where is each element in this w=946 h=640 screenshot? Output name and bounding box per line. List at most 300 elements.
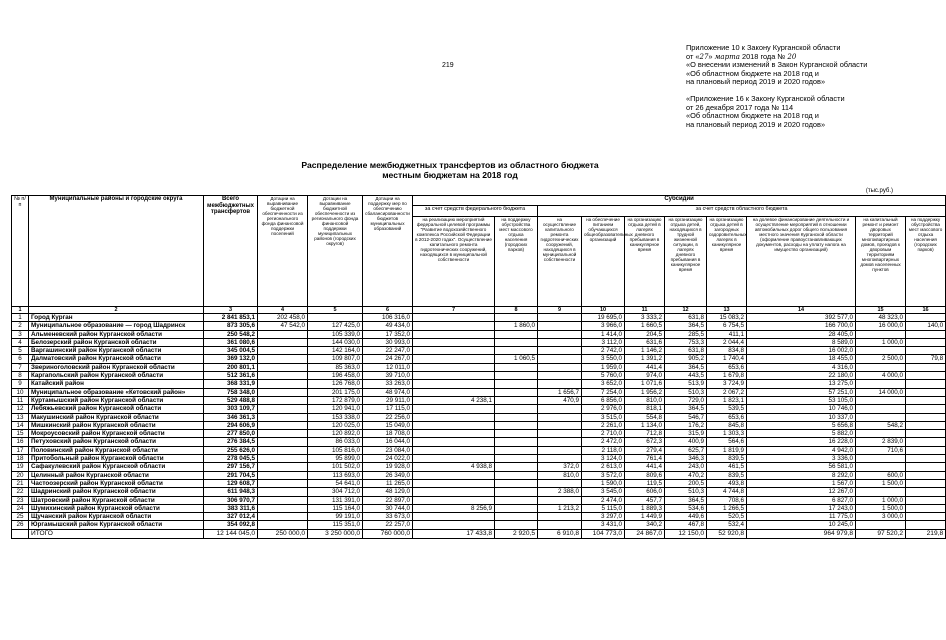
table-cell [538, 438, 582, 446]
table-cell: 1 000,0 [856, 338, 906, 346]
table-cell: 33 263,0 [363, 380, 413, 388]
table-cell: 30 993,0 [363, 338, 413, 346]
table-cell [856, 413, 906, 421]
table-cell: 2 500,0 [856, 355, 906, 363]
table-row [12, 347, 946, 355]
table-cell: 4 938,8 [413, 463, 495, 471]
table-cell: 1 134,0 [625, 421, 665, 429]
table-cell: 19 928,0 [363, 463, 413, 471]
handwritten-day: 27 [699, 52, 709, 61]
table-cell: 26 349,0 [363, 471, 413, 479]
municipality-name: Юргамышский район Курганской области [29, 521, 204, 529]
table-cell: 2 067,2 [707, 388, 747, 396]
appendix-line: Приложение 10 к Закону Курганской области [686, 43, 841, 52]
table-cell: 3 000,0 [856, 513, 906, 521]
table-cell: 383 311,6 [204, 504, 258, 512]
table-cell: 11 775,0 [747, 513, 856, 521]
table-cell: 1 414,0 [582, 330, 625, 338]
appendix-date-mid: » [708, 51, 713, 61]
col-header-13: на организацию отдыха детей в загородных оздоровительных лагерях в каникулярное время [707, 217, 747, 307]
table-cell: 1 500,0 [856, 504, 906, 512]
table-cell: 467,8 [665, 521, 707, 529]
table-cell [538, 372, 582, 380]
table-cell [495, 405, 538, 413]
table-cell: 12 [12, 405, 29, 413]
table-cell [495, 504, 538, 512]
table-cell: 250 548,2 [204, 330, 258, 338]
total-label: ИТОГО [29, 529, 204, 538]
table-cell: 303 109,7 [204, 405, 258, 413]
table-cell: 810,0 [538, 471, 582, 479]
table-cell: 15 049,0 [363, 421, 413, 429]
table-cell: 3 515,0 [582, 413, 625, 421]
table-cell [906, 314, 946, 322]
table-cell: 2 261,0 [582, 421, 625, 429]
table-cell [906, 413, 946, 421]
table-cell: 369 132,0 [204, 355, 258, 363]
municipality-name: Щучанский район Курганской области [29, 513, 204, 521]
table-cell: 9 [12, 380, 29, 388]
table-cell [258, 421, 308, 429]
table-row [12, 330, 946, 338]
col-header-7: на реализацию мероприятий федеральной целевой программы "Развитие водохозяйственного комплекса Российской Федерации в 2012-2020 годах". Осуществление капитального ремонта гидротехнических сооружений, находящихся в муниципальной собственности [413, 217, 495, 307]
municipality-name: Звериноголовский район Курганской области [29, 363, 204, 371]
column-index-cell: 15 [856, 307, 906, 314]
table-cell [495, 438, 538, 446]
table-cell: 1 819,9 [707, 446, 747, 454]
table-cell: 809,6 [625, 471, 665, 479]
table-cell: 11 265,0 [363, 479, 413, 487]
table-cell [906, 488, 946, 496]
table-cell [906, 479, 946, 487]
table-cell: 115 351,0 [308, 521, 363, 529]
table-cell [538, 314, 582, 322]
table-cell: 513,9 [665, 380, 707, 388]
municipality-name: Шатровский район Курганской области [29, 496, 204, 504]
table-cell [258, 363, 308, 371]
table-cell: 28 405,0 [747, 330, 856, 338]
table-row [12, 322, 946, 330]
table-cell [495, 471, 538, 479]
table-cell: 120 892,0 [308, 430, 363, 438]
table-cell: 2 044,4 [707, 338, 747, 346]
table-cell: 606,0 [625, 488, 665, 496]
table-cell: 19 [12, 463, 29, 471]
table-row [12, 463, 946, 471]
table-cell [495, 380, 538, 388]
table-cell: 443,5 [665, 372, 707, 380]
column-index-cell: 7 [413, 307, 495, 314]
table-cell: 12 011,0 [363, 363, 413, 371]
table-cell: 346,3 [665, 455, 707, 463]
col-header-federal: за счет средств федерального бюджета [413, 206, 538, 217]
column-index-cell: 1 [12, 307, 29, 314]
table-cell [495, 488, 538, 496]
table-cell: 86 033,0 [308, 438, 363, 446]
table-cell: 24 022,0 [363, 455, 413, 463]
table-row [12, 521, 946, 529]
table-cell: 392 577,0 [747, 314, 856, 322]
table-cell: 554,8 [625, 413, 665, 421]
table-cell [495, 421, 538, 429]
table-cell: 277 850,0 [204, 430, 258, 438]
table-row [12, 314, 946, 322]
column-index-cell: 4 [258, 307, 308, 314]
table-cell [413, 471, 495, 479]
table-cell [538, 496, 582, 504]
table-cell: 56 581,0 [747, 463, 856, 471]
table-cell [308, 314, 363, 322]
table-cell [906, 471, 946, 479]
table-cell: 520,5 [707, 513, 747, 521]
table-cell: 4 [12, 338, 29, 346]
table-cell: 278 045,5 [204, 455, 258, 463]
table-cell: 6 [12, 355, 29, 363]
table-cell: 1 266,5 [707, 504, 747, 512]
appendix-date-year: 2018 года № [741, 51, 786, 61]
table-cell [258, 372, 308, 380]
table-cell: 712,8 [625, 430, 665, 438]
table-cell: 470,9 [538, 396, 582, 404]
table-row [12, 355, 946, 363]
table-cell: 510,3 [665, 488, 707, 496]
table-cell [258, 488, 308, 496]
table-row [12, 380, 946, 388]
table-cell [258, 338, 308, 346]
table-row [12, 363, 946, 371]
table-cell: 196 458,0 [308, 372, 363, 380]
table-cell: 1 679,8 [707, 372, 747, 380]
column-index-cell: 8 [495, 307, 538, 314]
column-index-cell: 12 [665, 307, 707, 314]
table-cell [538, 513, 582, 521]
table-cell [906, 421, 946, 429]
table-cell: 1 060,5 [495, 355, 538, 363]
table-cell: 22 247,0 [363, 347, 413, 355]
table-cell: 1 740,4 [707, 355, 747, 363]
table-cell: 810,0 [625, 396, 665, 404]
table-cell: 315,9 [665, 430, 707, 438]
table-cell: 1 449,9 [625, 513, 665, 521]
table-cell [906, 338, 946, 346]
table-cell [906, 446, 946, 454]
table-cell: 672,3 [625, 438, 665, 446]
table-cell: 1 071,6 [625, 380, 665, 388]
table-cell: 10 337,0 [747, 413, 856, 421]
table-cell [856, 405, 906, 413]
column-index-cell: 13 [707, 307, 747, 314]
table-cell: 5 115,0 [582, 504, 625, 512]
column-index-row [12, 307, 946, 314]
table-cell: 120 941,0 [308, 405, 363, 413]
column-index-cell: 2 [29, 307, 204, 314]
municipality-name: Мишкинский район Курганской области [29, 421, 204, 429]
column-index-cell: 14 [747, 307, 856, 314]
municipality-name: Город Курган [29, 314, 204, 322]
table-cell: 493,8 [707, 479, 747, 487]
municipality-name: Катайский район [29, 380, 204, 388]
table-cell [856, 396, 906, 404]
appendix-header [686, 44, 898, 129]
transfers-table [11, 195, 946, 539]
table-cell: 461,5 [707, 463, 747, 471]
table-cell [856, 380, 906, 388]
table-cell [413, 355, 495, 363]
total-cell: 2 920,5 [495, 529, 538, 538]
table-cell: 1 [12, 314, 29, 322]
table-cell: 361 080,6 [204, 338, 258, 346]
table-cell: 294 606,9 [204, 421, 258, 429]
table-cell: 47 542,0 [258, 322, 308, 330]
table-cell: 144 030,0 [308, 338, 363, 346]
table-cell: 470,2 [665, 471, 707, 479]
table-cell: 1 146,2 [625, 347, 665, 355]
table-cell: 346 361,3 [204, 413, 258, 421]
table-cell [495, 388, 538, 396]
table-cell: 653,6 [707, 363, 747, 371]
table-cell: 200 801,1 [204, 363, 258, 371]
table-cell: 534,6 [665, 504, 707, 512]
table-cell [906, 347, 946, 355]
table-cell [258, 471, 308, 479]
table-cell: 285,5 [665, 330, 707, 338]
table-cell: 873 305,6 [204, 322, 258, 330]
table-cell: 974,0 [625, 372, 665, 380]
table-cell: 12 267,0 [747, 488, 856, 496]
municipality-name: Шумихинский район Курганской области [29, 504, 204, 512]
table-cell [495, 330, 538, 338]
table-cell: 3 [12, 330, 29, 338]
table-cell: 22 257,0 [363, 521, 413, 529]
table-cell: 17 [12, 446, 29, 454]
table-cell: 4 238,1 [413, 396, 495, 404]
table-cell [495, 521, 538, 529]
table-cell [413, 380, 495, 388]
table-cell [906, 330, 946, 338]
total-cell: 12 144 045,0 [204, 529, 258, 538]
table-cell: 79,8 [906, 355, 946, 363]
total-cell: 104 773,0 [582, 529, 625, 538]
table-cell: 126 768,0 [308, 380, 363, 388]
table-cell: 839,5 [707, 471, 747, 479]
table-cell [538, 363, 582, 371]
handwritten-month: марта [714, 52, 740, 61]
table-cell: 99 191,0 [308, 513, 363, 521]
table-cell [856, 330, 906, 338]
table-row [12, 446, 946, 454]
table-cell: 202 458,0 [258, 314, 308, 322]
table-cell: 2 742,0 [582, 347, 625, 355]
table-cell: 3 333,2 [625, 314, 665, 322]
table-cell: 7 [12, 363, 29, 371]
table-cell: 1 959,0 [582, 363, 625, 371]
table-row [12, 504, 946, 512]
table-cell: 845,8 [707, 421, 747, 429]
table-cell: 457,7 [625, 496, 665, 504]
appendix-line: на плановый период 2019 и 2020 годов» [686, 77, 826, 87]
appendix-line: «Приложение 16 к Закону Курганской области [686, 93, 845, 103]
table-cell: 17 115,0 [363, 405, 413, 413]
table-cell [538, 347, 582, 355]
table-cell [856, 488, 906, 496]
appendix-line: «О внесении изменений в Закон Курганской области [686, 60, 868, 70]
table-cell: 140,0 [906, 322, 946, 330]
table-cell: 1 956,2 [625, 388, 665, 396]
table-cell: 101 502,0 [308, 463, 363, 471]
table-cell [413, 347, 495, 355]
table-cell: 85 363,0 [308, 363, 363, 371]
table-cell [538, 455, 582, 463]
table-cell: 327 012,4 [204, 513, 258, 521]
table-cell: 364,5 [665, 405, 707, 413]
table-cell: 127 425,0 [308, 322, 363, 330]
table-cell: 539,5 [707, 405, 747, 413]
column-index-cell: 11 [625, 307, 665, 314]
table-row [12, 388, 946, 396]
col-header-12: на организацию отдыха детей, находящихся в трудной жизненной ситуации, в лагерях дневного пребывания в каникулярное время [665, 217, 707, 307]
table-cell: 753,3 [665, 338, 707, 346]
total-cell: 24 867,0 [625, 529, 665, 538]
table-cell [538, 479, 582, 487]
col-header-subsidies: Субсидии [413, 196, 946, 206]
total-cell [12, 529, 29, 538]
table-cell: 8 256,9 [413, 504, 495, 512]
table-cell [413, 372, 495, 380]
table-cell [856, 347, 906, 355]
table-cell: 3 124,0 [582, 455, 625, 463]
table-cell: 200,5 [665, 479, 707, 487]
table-cell: 3 550,0 [582, 355, 625, 363]
table-cell: 510,3 [665, 388, 707, 396]
table-cell [413, 430, 495, 438]
table-cell: 3 336,0 [747, 455, 856, 463]
table-cell [413, 438, 495, 446]
table-row [12, 430, 946, 438]
col-header-11: на организацию отдыха детей в лагерях дневного пребывания в каникулярное время [625, 217, 665, 307]
table-cell: 15 083,2 [707, 314, 747, 322]
column-index-cell: 3 [204, 307, 258, 314]
table-cell [258, 496, 308, 504]
table-cell: 2 710,0 [582, 430, 625, 438]
table-cell [413, 314, 495, 322]
municipality-name: Целинный район Курганской области [29, 471, 204, 479]
table-cell: 48 974,0 [363, 388, 413, 396]
municipality-name: Половинский район Курганской области [29, 446, 204, 454]
table-cell: 142 164,0 [308, 347, 363, 355]
table-cell [413, 496, 495, 504]
table-cell [258, 388, 308, 396]
table-cell: 834,8 [707, 347, 747, 355]
table-cell: 105 816,0 [308, 446, 363, 454]
table-cell [906, 430, 946, 438]
total-cell: 52 920,8 [707, 529, 747, 538]
table-cell: 297 156,7 [204, 463, 258, 471]
table-cell: 10 245,0 [747, 521, 856, 529]
table-cell: 19 695,0 [582, 314, 625, 322]
table-cell: 14 [12, 421, 29, 429]
col-header-5: Дотации на выравнивание бюджетной обеспеченности из регионального фонда финансовой поддержки муниципальных районов (городских округов) [308, 196, 363, 307]
title-line: Распределение межбюджетных трансфертов из областного бюджета [301, 160, 599, 170]
table-cell [538, 430, 582, 438]
table-cell: 611 948,3 [204, 488, 258, 496]
table-cell [906, 504, 946, 512]
title-line: местным бюджетам на 2018 год [382, 170, 518, 180]
table-cell: 8 589,0 [747, 338, 856, 346]
total-cell: 17 433,8 [413, 529, 495, 538]
table-cell: 4 316,0 [747, 363, 856, 371]
table-cell [538, 521, 582, 529]
appendix-line: «Об областном бюджете на 2018 год и [686, 68, 819, 78]
table-cell: 204,5 [625, 330, 665, 338]
table-cell: 710,6 [856, 446, 906, 454]
table-cell: 1 823,1 [707, 396, 747, 404]
table-cell [495, 396, 538, 404]
table-cell: 8 [12, 372, 29, 380]
table-cell: 1 500,0 [856, 479, 906, 487]
table-cell: 441,4 [625, 463, 665, 471]
table-cell: 839,5 [707, 455, 747, 463]
table-cell: 340,2 [625, 521, 665, 529]
table-cell: 120 025,0 [308, 421, 363, 429]
table-cell [906, 405, 946, 413]
table-cell [413, 322, 495, 330]
table-cell: 411,1 [707, 330, 747, 338]
table-cell: 48 129,0 [363, 488, 413, 496]
table-cell: 57 251,0 [747, 388, 856, 396]
table-cell [413, 521, 495, 529]
table-cell: 4 942,0 [747, 446, 856, 454]
table-cell [495, 455, 538, 463]
table-cell: 345 004,5 [204, 347, 258, 355]
table-cell [538, 405, 582, 413]
table-row [12, 513, 946, 521]
table-cell: 16 044,0 [363, 438, 413, 446]
table-cell [495, 513, 538, 521]
table-cell: 1 000,0 [856, 496, 906, 504]
table-cell: 18 [12, 455, 29, 463]
table-cell [495, 347, 538, 355]
table-cell: 6 856,0 [582, 396, 625, 404]
municipality-name: Далматовский район Курганской области [29, 355, 204, 363]
table-cell: 11 [12, 396, 29, 404]
table-cell: 1 391,2 [625, 355, 665, 363]
table-cell: 364,5 [665, 363, 707, 371]
column-index-cell: 5 [308, 307, 363, 314]
table-cell: 33 673,0 [363, 513, 413, 521]
table-cell: 400,9 [665, 438, 707, 446]
table-cell [258, 479, 308, 487]
table-cell: 1 303,3 [707, 430, 747, 438]
table-cell [538, 338, 582, 346]
table-cell: 166 700,0 [747, 322, 856, 330]
municipality-name: Каргапольский район Курганской области [29, 372, 204, 380]
table-cell: 23 084,0 [363, 446, 413, 454]
table-cell: 153 338,0 [308, 413, 363, 421]
table-cell: 1 889,3 [625, 504, 665, 512]
table-row [12, 372, 946, 380]
table-cell: 53 105,0 [747, 396, 856, 404]
table-cell: 708,6 [707, 496, 747, 504]
table-cell: 5 [12, 347, 29, 355]
table-row [12, 338, 946, 346]
table-cell [906, 455, 946, 463]
total-cell: 219,8 [906, 529, 946, 538]
table-cell: 4 744,8 [707, 488, 747, 496]
table-row [12, 488, 946, 496]
table-cell: 129 608,7 [204, 479, 258, 487]
appendix-line: «Об областном бюджете на 2018 год и [686, 111, 819, 121]
table-cell [906, 463, 946, 471]
